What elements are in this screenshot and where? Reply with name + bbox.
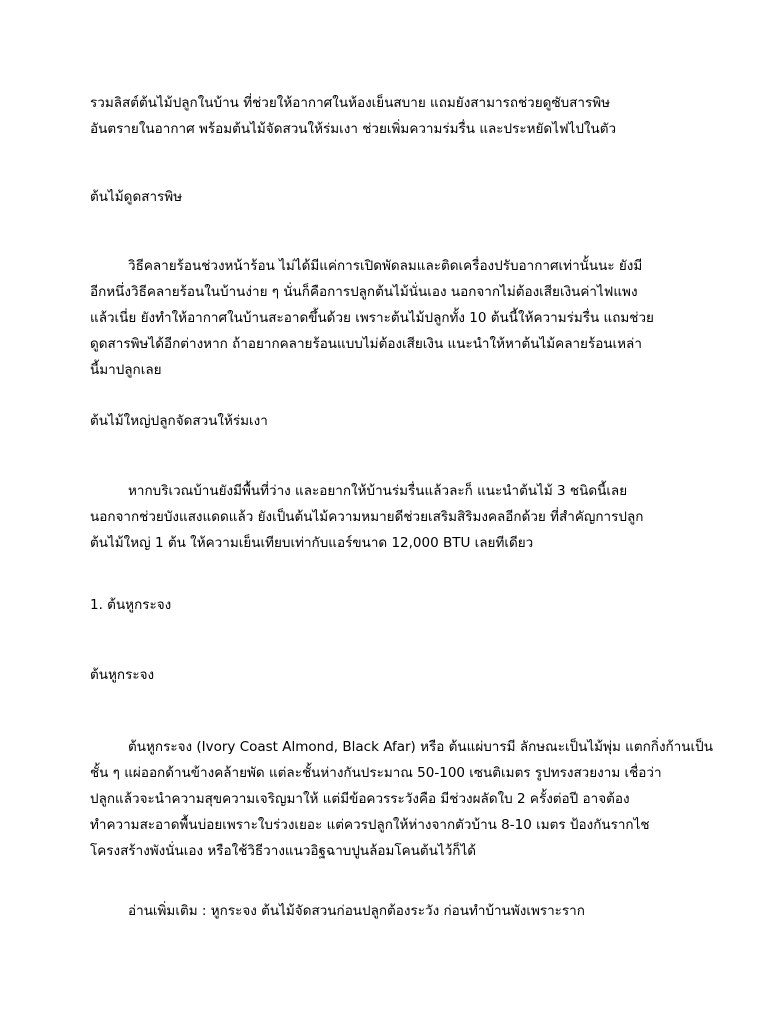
list-item-1: 1. ต้นหูกระจง [90,597,172,613]
paragraph-hukrajong [90,734,713,864]
paragraph-line: ต้นไม้ใหญ่ 1 ต้น ให้ความเย็นเทียบเท่ากับแอร์ขนาด 12,000 BTU เลยทีเดียว [90,535,534,551]
paragraph-shade-trees [90,478,690,556]
paragraph-line: โครงสร้างพังนั่นเอง หรือใช้วิธีวางแนวอิฐฉาบปูนล้อมโคนต้นไว้ก็ได้ [90,843,477,859]
paragraph-line: ชั้น ๆ แผ่ออกด้านข้างคล้ายพัด แต่ละชั้นห่างกันประมาณ 50-100 เซนติเมตร รูปทรงสวยงาม เชื่อว่า [90,765,662,781]
paragraph-line: ดูดสารพิษได้อีกต่างหาก ถ้าอยากคลายร้อนแบบไม่ต้องเสียเงิน แนะนำให้หาต้นไม้คลายร้อนเหล่า [90,336,642,352]
heading-shade-trees: ต้นไม้ใหญ่ปลูกจัดสวนให้ร่มเงา [90,413,268,429]
paragraph-line: ต้นหูกระจง (Ivory Coast Almond, Black Afar) หรือ ต้นแผ่บารมี ลักษณะเป็นไม้พุ่ม แตกกิ่งก้านเป็น [128,739,713,755]
intro-line: อันตรายในอากาศ พร้อมต้นไม้จัดสวนให้ร่มเงา ช่วยเพิ่มความร่มรื่น และประหยัดไฟไปในตัว [90,121,617,137]
read-more-link[interactable]: อ่านเพิ่มเติม : หูกระจง ต้นไม้จัดสวนก่อนปลูกต้องระวัง ก่อนทำบ้านพังเพราะราก [128,903,585,919]
paragraph-line: นอกจากช่วยบังแสงแดดแล้ว ยังเป็นต้นไม้ความหมายดีช่วยเสริมสิริมงคลอีกด้วย ที่สำคัญการปลูก [90,509,644,525]
subheading-hukrajong: ต้นหูกระจง [90,667,155,683]
paragraph-line: ทำความสะอาดพื้นบ่อยเพราะใบร่วงเยอะ แต่ควรปลูกให้ห่างจากตัวบ้าน 8-10 เมตร ป้องกันรากไช [90,817,650,833]
paragraph-cooling-plants [90,253,690,383]
paragraph-line: นี้มาปลูกเลย [90,362,162,378]
paragraph-line: ปลูกแล้วจะนำความสุขความเจริญมาให้ แต่มีข้อควรระวังคือ มีช่วงผลัดใบ 2 ครั้งต่อปี อาจต้อง [90,791,630,807]
intro-paragraph [90,90,690,142]
paragraph-line: อีกหนึ่งวิธีคลายร้อนในบ้านง่าย ๆ นั่นก็คือการปลูกต้นไม้นั่นเอง นอกจากไม่ต้องเสียเงินค่าไฟแพง [90,284,638,300]
paragraph-line: หากบริเวณบ้านยังมีพื้นที่ว่าง และอยากให้บ้านร่มรื่นแล้วละก็ แนะนำต้นไม้ 3 ชนิดนี้เลย [128,483,628,499]
paragraph-line: วิธีคลายร้อนช่วงหน้าร้อน ไม่ได้มีแค่การเปิดพัดลมและติดเครื่องปรับอากาศเท่านั้นนะ ยังมี [128,258,643,274]
paragraph-line: แล้วเนี่ย ยังทำให้อากาศในบ้านสะอาดขึ้นด้วย เพราะต้นไม้ปลูกทั้ง 10 ต้นนี้ให้ความร่มรื่น แถมช่วย [90,310,654,326]
intro-line: รวมลิสต์ต้นไม้ปลูกในบ้าน ที่ช่วยให้อากาศในห้องเย็นสบาย แถมยังสามารถช่วยดูซับสารพิษ [90,95,611,111]
heading-toxin-absorbing-plants: ต้นไม้ดูดสารพิษ [90,189,183,205]
